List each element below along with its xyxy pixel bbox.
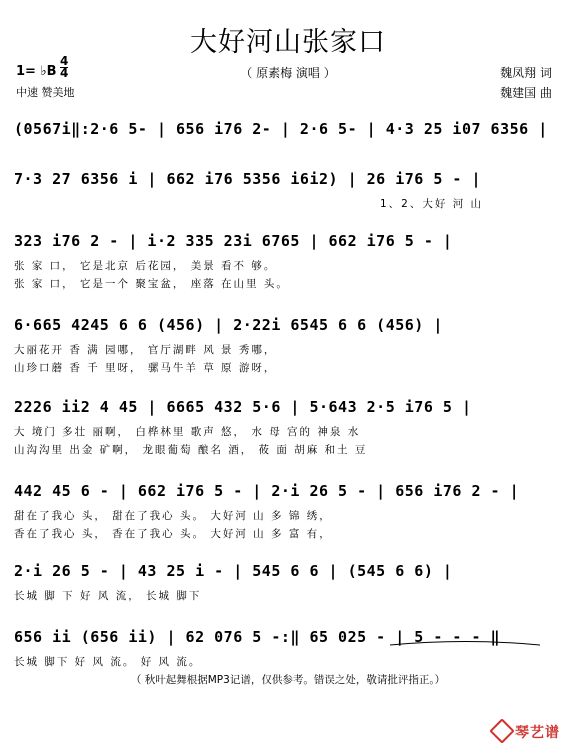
lyric-line: 长城 脚下 好 风 流。 好 风 流。 [14, 656, 202, 668]
tempo-marking: 中速 赞美地 [16, 86, 75, 99]
lyric-line: 香在了我心 头， 香在了我心 头。 大好河 山 多 富 有， [14, 528, 332, 540]
lyric-line: 山沟沟里 出金 矿啊， 龙眼葡萄 酿名 酒， 莜 面 胡麻 和土 豆 [14, 444, 368, 456]
score-row-7: 2·i 26 5 - | 43 25 i - | 545 6 6 | (545 6 6) | [14, 562, 453, 580]
site-logo [493, 722, 560, 742]
lyric-line: 甜在了我心 头， 甜在了我心 头。 大好河 山 多 锦 绣， [14, 510, 332, 522]
lyricist-credit: 魏凤翔 词 [500, 66, 552, 80]
time-signature-top: 4 [60, 54, 69, 68]
performer-subtitle: （ 原素梅 演唱 ） [240, 66, 336, 80]
composer-credit: 魏建国 曲 [500, 86, 552, 100]
lyric-line: 张 家 口， 它是北京 后花园， 美景 看不 够。 [14, 260, 277, 272]
logo-text: 琴艺谱 [515, 725, 560, 741]
lyric-line: 大 境门 多壮 丽啊， 白桦林里 歌声 悠， 水 母 宫的 神泉 水 [14, 426, 361, 438]
score-row-4: 6·665 4245 6 6 (456) | 2·22i 6545 6 6 (456) | [14, 316, 443, 334]
score-row-1: (0567i‖:2·6 5- | 656 i76 2- | 2·6 5- | 4·3 25 i07 6356 | [14, 120, 548, 138]
score-row-2: 7·3 27 6356 i | 662 i76 5356 i6i2) | 26 i76 5 - | [14, 170, 482, 188]
lyric-line: 长城 脚 下 好 风 流， 长城 脚下 [14, 590, 202, 602]
score-row-3: 323 i76 2 - | i·2 335 23i 6765 | 662 i76 5 - | [14, 232, 453, 250]
lyric-line: 张 家 口， 它是一个 聚宝盆， 座落 在山里 头。 [14, 278, 289, 290]
time-signature [60, 56, 68, 79]
logo-icon [489, 718, 514, 743]
song-title: 大好河山张家口 [190, 27, 386, 58]
lyric-line: 1、2、大好 河 山 [380, 198, 484, 210]
key-signature: 1= ♭B [16, 64, 57, 79]
lyric-line: 山珍口蘑 香 千 里呀， 骡马牛羊 草 原 游呀， [14, 362, 277, 374]
score-row-8: 656 ii (656 ii) | 62 076 5 -:‖ 65 025 - | 5 - - - ‖ [14, 628, 501, 646]
lyric-line: 大丽花开 香 满 园哪， 官厅湖畔 风 景 秀哪， [14, 344, 277, 356]
score-row-5: 2226 ii2 4 45 | 6665 432 5·6 | 5·643 2·5 i76 5 | [14, 398, 472, 416]
time-signature-bottom: 4 [60, 66, 69, 80]
transcriber-note: （ 秋叶起舞根据MP3记谱，仅供参考。错误之处，敬请批评指正。） [130, 674, 446, 686]
score-row-6: 442 45 6 - | 662 i76 5 - | 2·i 26 5 - | 656 i76 2 - | [14, 482, 520, 500]
